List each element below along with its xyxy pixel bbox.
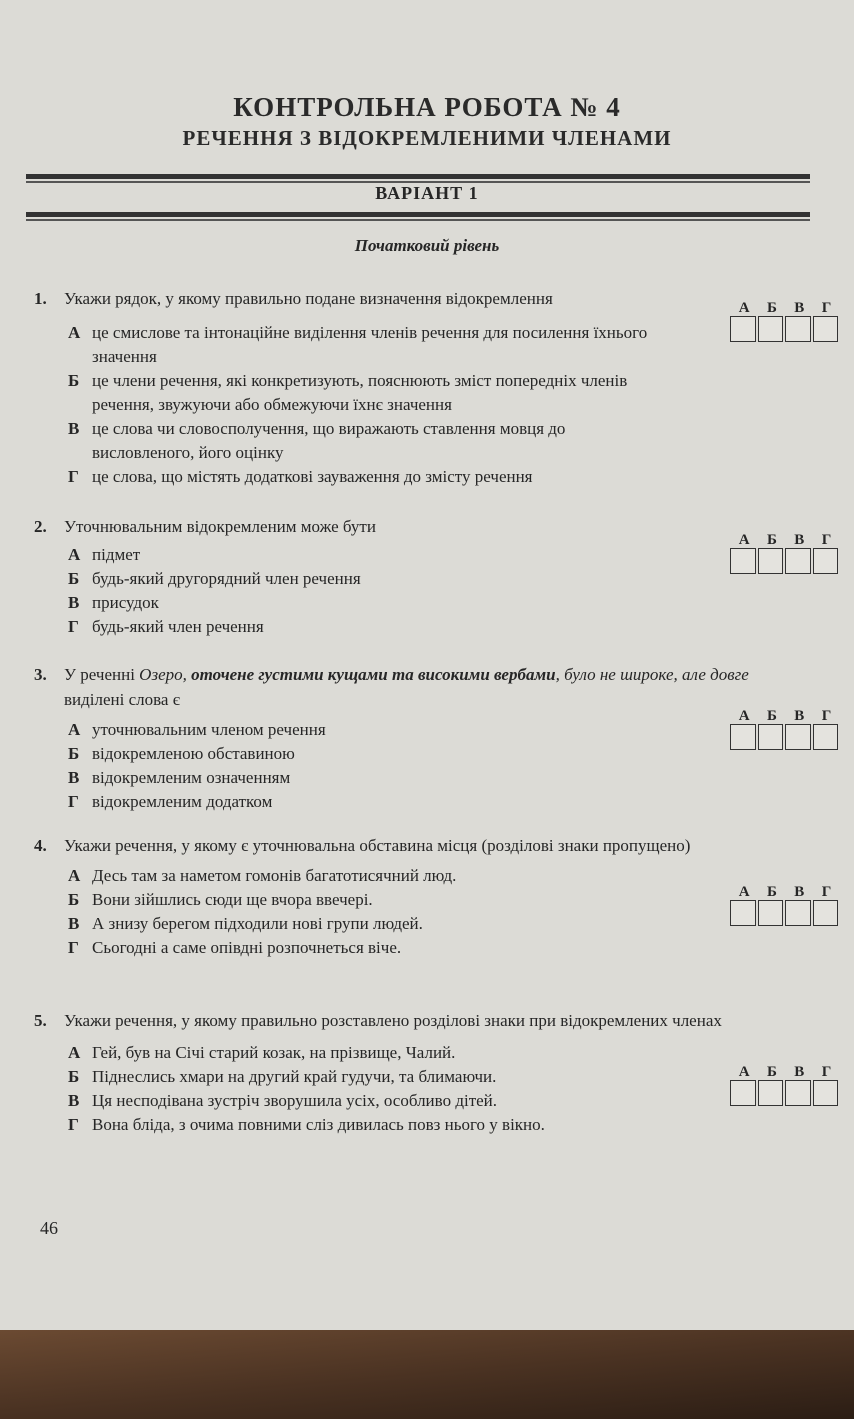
stem-text: У реченні: [64, 665, 140, 684]
question-number: 3.: [34, 665, 47, 684]
option-text: будь-який другорядний член речення: [92, 569, 361, 588]
option-letter: Г: [68, 467, 79, 486]
question-number: 2.: [34, 517, 47, 536]
answer-box[interactable]: [730, 724, 756, 750]
answer-label: А: [738, 1064, 750, 1080]
answer-label: А: [738, 532, 750, 548]
answer-grid-5: [730, 1064, 840, 1106]
option-v: [68, 1089, 648, 1113]
answer-box[interactable]: [813, 724, 839, 750]
answer-box[interactable]: [785, 316, 811, 342]
options-list: [68, 321, 648, 489]
answer-label: Г: [821, 532, 832, 548]
option-text: Десь там за наметом гомонів багатотисячний люд.: [92, 866, 457, 885]
options-list: [68, 543, 648, 639]
option-text: це смислове та інтонаційне виділення членів речення для посилення їхнього значення: [92, 323, 648, 366]
option-text: Сьогодні а саме опівдні розпочнеться віче.: [92, 938, 402, 957]
answer-box[interactable]: [813, 548, 839, 574]
answer-label: Б: [766, 884, 777, 900]
question-number: 5.: [34, 1011, 47, 1030]
answer-box[interactable]: [758, 548, 784, 574]
question-number: 1.: [34, 289, 47, 308]
page-title: КОНТРОЛЬНА РОБОТА № 4: [233, 92, 621, 122]
option-letter: Б: [68, 1067, 80, 1086]
answer-label: А: [738, 708, 750, 724]
answer-box[interactable]: [758, 724, 784, 750]
option-v: [68, 591, 648, 615]
question-stem: Уточнювальним відокремленим може бути: [64, 517, 376, 536]
option-letter: Г: [68, 938, 79, 957]
answer-box[interactable]: [813, 1080, 839, 1106]
answer-box[interactable]: [758, 900, 784, 926]
question-2: [34, 514, 814, 639]
answer-grid-labels: [730, 300, 840, 316]
answer-box[interactable]: [758, 316, 784, 342]
answer-grid-4: [730, 884, 840, 926]
header-rule-bottom: [26, 212, 810, 217]
option-g: [68, 1113, 648, 1137]
stem-italic: , було не широке, але довге: [555, 665, 749, 684]
option-v: [68, 912, 648, 936]
option-b: [68, 369, 648, 417]
option-text: уточнювальним членом речення: [92, 720, 326, 739]
option-b: [68, 1065, 648, 1089]
option-a: [68, 718, 648, 742]
option-letter: Б: [68, 371, 80, 390]
question-5: [34, 1008, 814, 1137]
option-letter: Г: [68, 792, 79, 811]
option-letter: А: [68, 545, 81, 564]
option-letter: А: [68, 1043, 81, 1062]
option-letter: Б: [68, 569, 80, 588]
question-1: [34, 286, 814, 489]
table-surface: [0, 1330, 854, 1419]
answer-grid-3: [730, 708, 840, 750]
question-stem: Укажи речення, у якому правильно розставлено розділові знаки при відокремлених членах: [64, 1011, 722, 1030]
option-text: Гей, був на Січі старий козак, на прізвище, Чалий.: [92, 1043, 456, 1062]
answer-grid-labels: [730, 884, 840, 900]
option-text: Ця несподівана зустріч зворушила усіх, особливо дітей.: [92, 1091, 498, 1110]
answer-label: Г: [821, 300, 832, 316]
header-rule-bottom-thin: [26, 219, 810, 221]
variant-heading: ВАРІАНТ 1: [375, 183, 479, 203]
answer-box[interactable]: [813, 316, 839, 342]
option-text: Піднеслись хмари на другий край гудучи, та блимаючи.: [92, 1067, 497, 1086]
option-letter: А: [68, 323, 81, 342]
answer-box[interactable]: [785, 900, 811, 926]
answer-box[interactable]: [730, 316, 756, 342]
option-letter: Б: [68, 744, 80, 763]
option-g: [68, 936, 648, 960]
answer-box[interactable]: [758, 1080, 784, 1106]
answer-grid-labels: [730, 1064, 840, 1080]
answer-box[interactable]: [785, 548, 811, 574]
answer-label: В: [794, 708, 805, 724]
page-number: 46: [40, 1218, 58, 1238]
answer-label: Г: [821, 1064, 832, 1080]
option-letter: А: [68, 866, 81, 885]
option-text: будь-який член речення: [92, 617, 264, 636]
answer-label: Б: [766, 1064, 777, 1080]
option-g: [68, 790, 648, 814]
options-list: [68, 1041, 648, 1137]
answer-box[interactable]: [785, 724, 811, 750]
option-a: [68, 543, 648, 567]
answer-box[interactable]: [813, 900, 839, 926]
option-text: А знизу берегом підходили нові групи людей.: [92, 914, 423, 933]
option-letter: Г: [68, 617, 79, 636]
option-text: підмет: [92, 545, 141, 564]
option-letter: А: [68, 720, 81, 739]
question-stem: Укажи речення, у якому є уточнювальна обставина місця (розділові знаки пропущено): [64, 836, 691, 855]
answer-box[interactable]: [730, 1080, 756, 1106]
option-text: Вони зійшлись сюди ще вчора ввечері.: [92, 890, 373, 909]
answer-label: Г: [821, 884, 832, 900]
option-b: [68, 742, 648, 766]
answer-label: Г: [821, 708, 832, 724]
option-text: Вона бліда, з очима повними сліз дивилась повз нього у вікно.: [92, 1115, 545, 1134]
option-g: [68, 615, 648, 639]
question-3: [34, 662, 814, 814]
answer-box[interactable]: [730, 548, 756, 574]
option-letter: Г: [68, 1115, 79, 1134]
option-a: [68, 1041, 648, 1065]
option-text: присудок: [92, 593, 159, 612]
options-list: [68, 718, 648, 814]
answer-label: В: [794, 300, 805, 316]
option-letter: В: [68, 1091, 80, 1110]
question-stem: Укажи рядок, у якому правильно подане визначення відокремлення: [64, 289, 553, 308]
option-letter: В: [68, 914, 80, 933]
answer-grid-labels: [730, 708, 840, 724]
answer-grid-2: [730, 532, 840, 574]
answer-label: Б: [766, 532, 777, 548]
option-b: [68, 567, 648, 591]
answer-label: А: [738, 884, 750, 900]
answer-label: В: [794, 884, 805, 900]
page-subtitle: РЕЧЕННЯ З ВІДОКРЕМЛЕНИМИ ЧЛЕНАМИ: [182, 126, 672, 150]
option-letter: Б: [68, 890, 80, 909]
stem-highlighted: оточене густими кущами та високими вербами: [191, 665, 556, 684]
answer-label: А: [738, 300, 750, 316]
option-a: [68, 864, 648, 888]
answer-box[interactable]: [730, 900, 756, 926]
answer-box[interactable]: [785, 1080, 811, 1106]
option-letter: В: [68, 593, 80, 612]
options-list: [68, 864, 648, 960]
option-v: [68, 766, 648, 790]
question-4: [34, 833, 814, 960]
question-stem: [64, 662, 804, 712]
option-text: це члени речення, які конкретизують, пояснюють зміст попередніх членів речення, звужуючи або обмежуючи їхнє значення: [92, 371, 628, 414]
question-number: 4.: [34, 836, 47, 855]
option-b: [68, 888, 648, 912]
option-v: [68, 417, 648, 465]
answer-grid-labels: [730, 532, 840, 548]
answer-grid-1: [730, 300, 840, 342]
option-letter: В: [68, 768, 80, 787]
stem-italic: Озеро,: [139, 665, 192, 684]
answer-label: Б: [766, 300, 777, 316]
answer-label: В: [794, 532, 805, 548]
option-letter: В: [68, 419, 80, 438]
level-heading: Початковий рівень: [354, 236, 500, 255]
option-text: це слова чи словосполучення, що виражають ставлення мовця до висловленого, його оцінку: [92, 419, 566, 462]
option-g: [68, 465, 648, 489]
header-rule-top: [26, 174, 810, 179]
stem-text: виділені слова є: [64, 690, 181, 709]
option-text: відокремленим додатком: [92, 792, 273, 811]
option-text: це слова, що містять додаткові зауваження до змісту речення: [92, 467, 533, 486]
answer-label: Б: [766, 708, 777, 724]
answer-label: В: [794, 1064, 805, 1080]
option-text: відокремленим означенням: [92, 768, 291, 787]
option-text: відокремленою обставиною: [92, 744, 295, 763]
option-a: [68, 321, 648, 369]
